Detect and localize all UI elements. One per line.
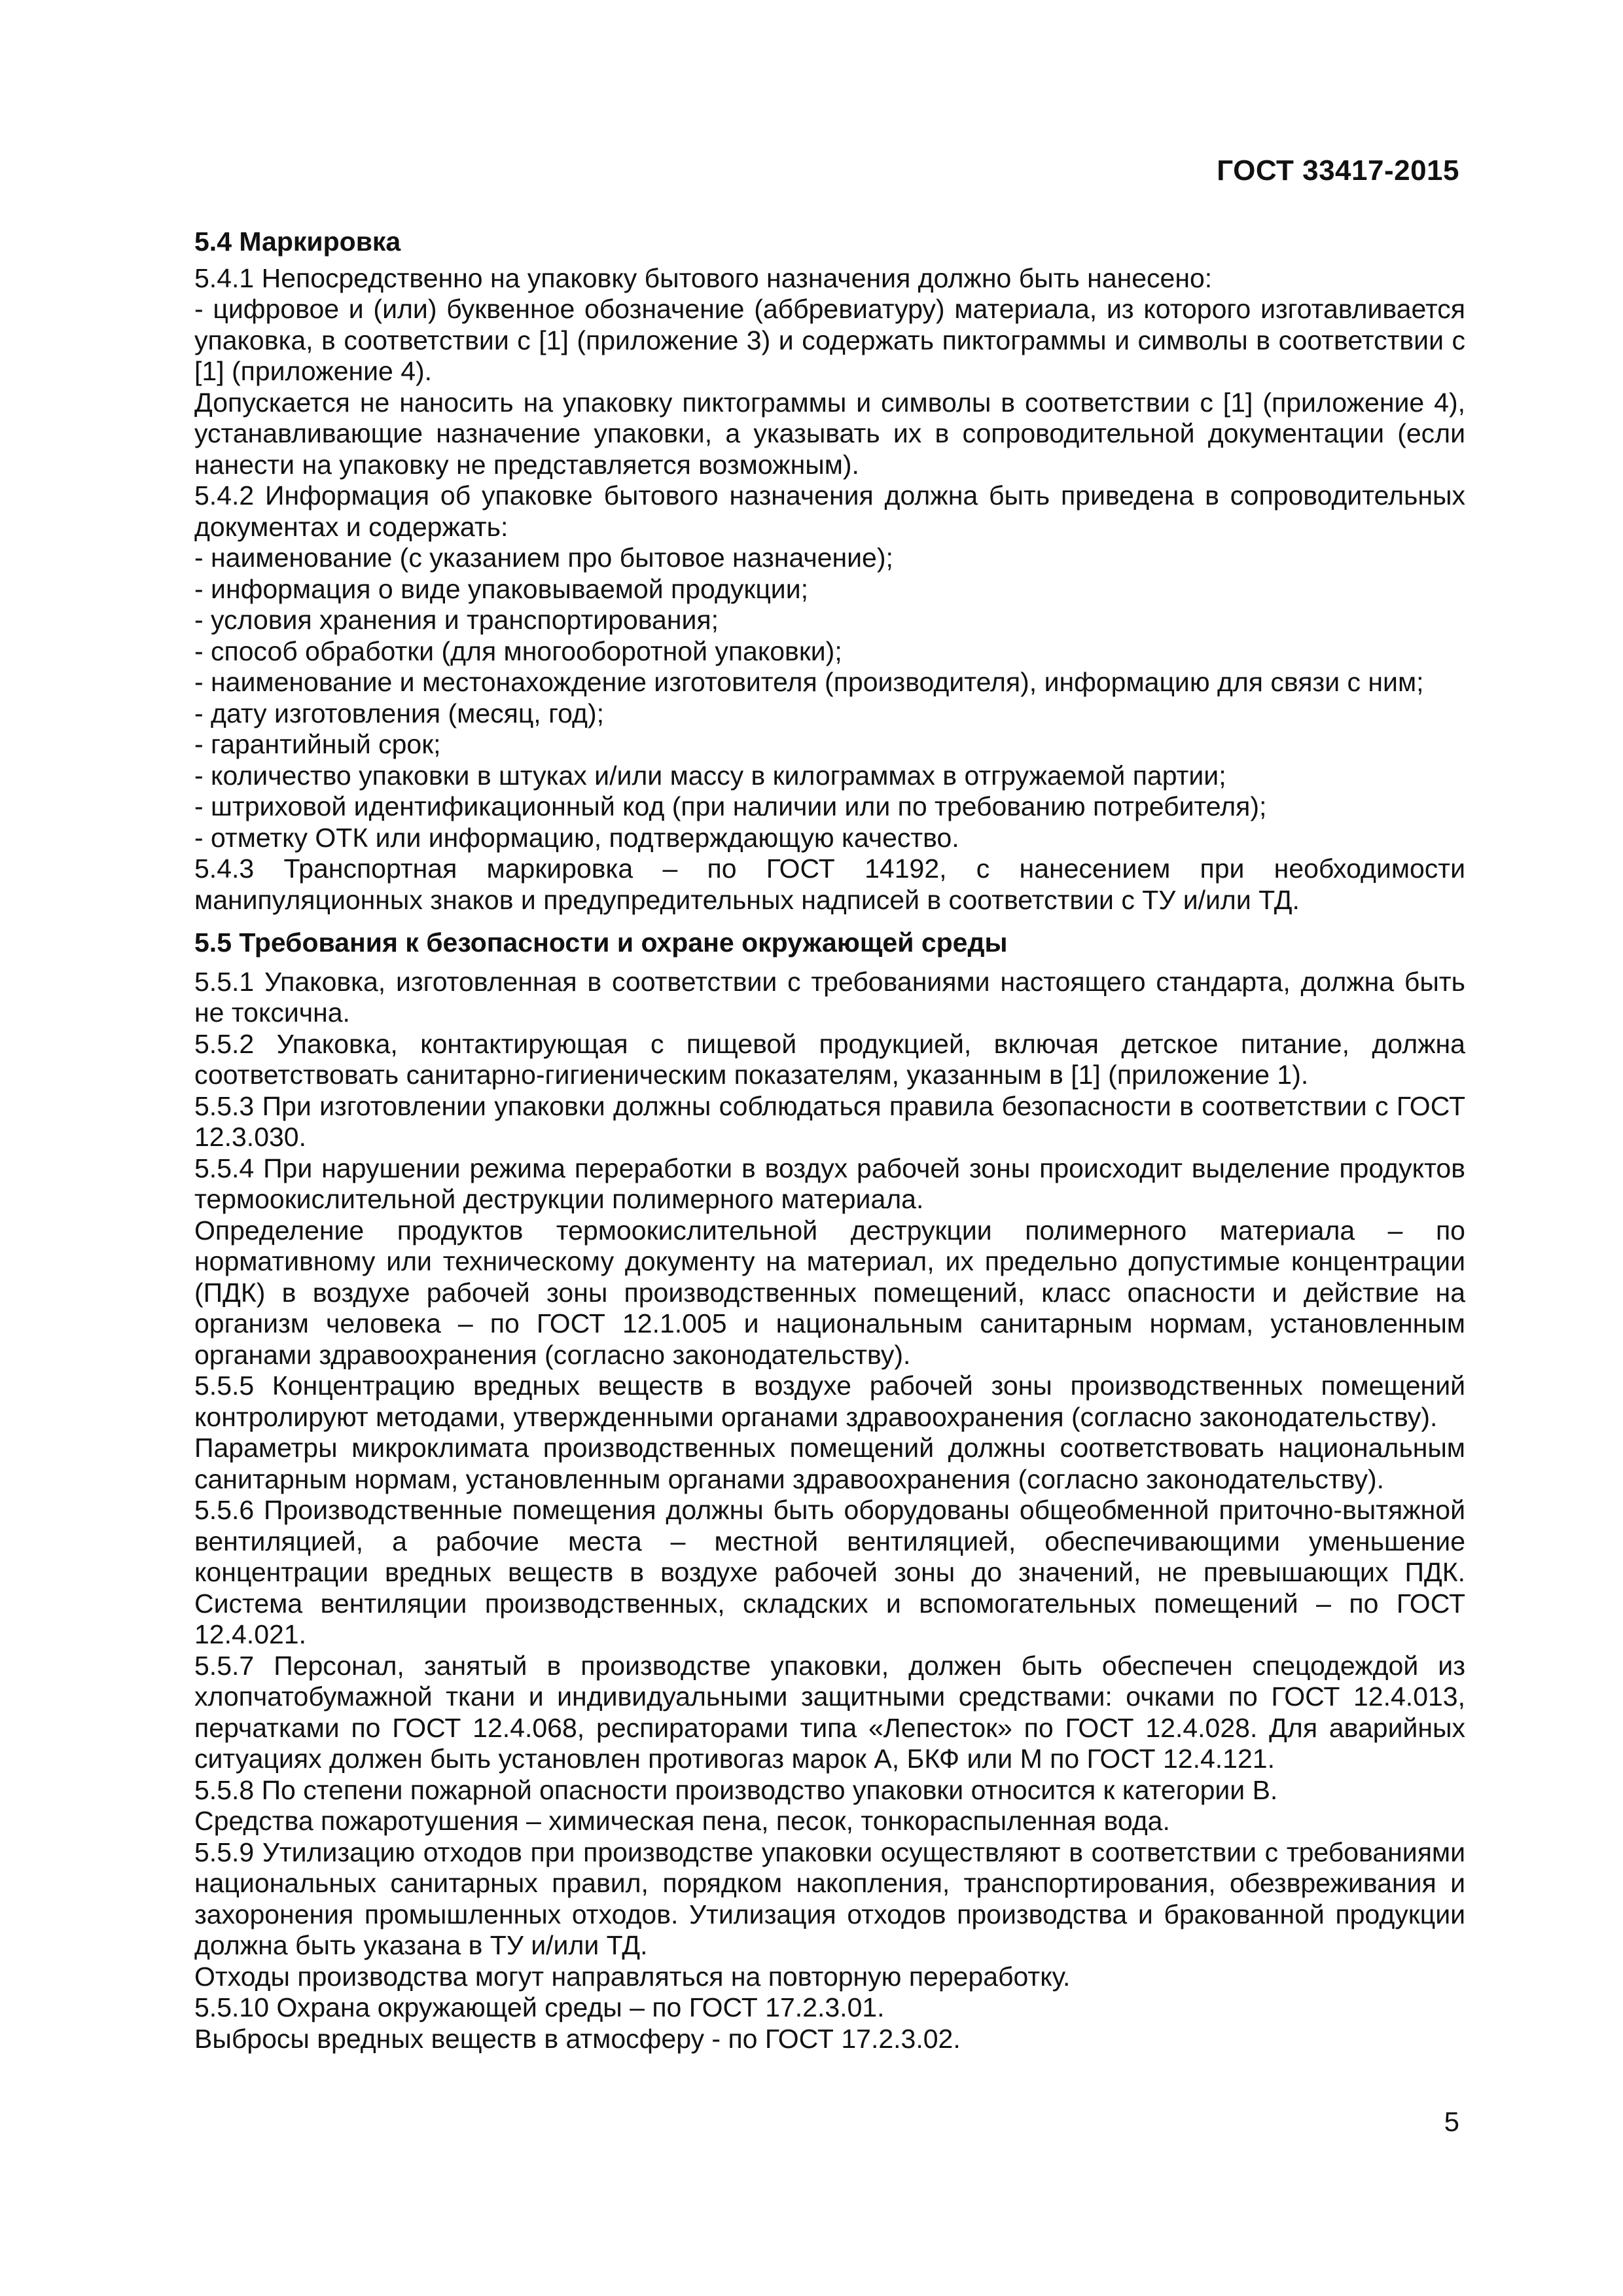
paragraph: 5.5.3 При изготовлении упаковки должны соблюдаться правила безопасности в соответствии с ГОСТ 12.3.030. [194, 1090, 1465, 1152]
section-5-4 [194, 263, 1465, 916]
paragraph: 5.5.8 По степени пожарной опасности производство упаковки относится к категории В. [194, 1774, 1278, 1805]
list-item: - дату изготовления (месяц, год); [194, 698, 605, 728]
paragraph: - цифровое и (или) буквенное обозначение (аббревиатуру) материала, из которого изготавливается упаковка, в соответствии с [1] (приложение 3) и содержать пиктограммы и символы в соответствии с [1] (приложение 4). [194, 294, 1465, 386]
paragraph: 5.5.4 При нарушении режима переработки в воздух рабочей зоны происходит выделение продуктов термоокислительной деструкции полимерного материала. [194, 1153, 1465, 1214]
paragraph: Определение продуктов термоокислительной деструкции полимерного материала – по нормативному или техническому документу на материал, их предельно допустимые концентрации (ПДК) в воздухе рабочей зоны производственных помещений, класс опасности и действие на организм человека – по ГОСТ 12.1.005 и национальным санитарным нормам, установленным органами здравоохранения (согласно законодательству). [194, 1215, 1465, 1370]
paragraph: Отходы производства могут направляться на повторную переработку. [194, 1961, 1071, 1992]
paragraph: 5.4.1 Непосредственно на упаковку бытового назначения должно быть нанесено: [194, 262, 1213, 293]
paragraph: 5.5.2 Упаковка, контактирующая с пищевой продукцией, включая детское питание, должна соответствовать санитарно-гигиеническим показателям, указанным в [1] (приложение 1). [194, 1028, 1465, 1090]
section-title: 5.4 Маркировка [194, 226, 401, 257]
paragraph: Допускается не наносить на упаковку пиктограммы и символы в соответствии с [1] (приложение 4), устанавливающие назначение упаковки, а указывать их в сопроводительной документации (если нанести на упаковку не представляется возможным). [194, 387, 1465, 480]
document-code: ГОСТ 33417-2015 [1217, 154, 1459, 187]
paragraph: 5.4.3 Транспортная маркировка – по ГОСТ 14192, с нанесением при необходимости манипуляционных знаков и предупредительных надписей в соответствии с ТУ и/или ТД. [194, 853, 1465, 915]
list-item: - информация о виде упаковываемой продукции; [194, 573, 808, 604]
paragraph: 5.5.5 Концентрацию вредных веществ в воздухе рабочей зоны производственных помещений контролируют методами, утвержденными органами здравоохранения (согласно законодательству). [194, 1371, 1465, 1432]
list-item: - способ обработки (для многооборотной упаковки); [194, 636, 842, 666]
paragraph: 5.5.9 Утилизацию отходов при производстве упаковки осуществляют в соответствии с требованиями национальных санитарных правил, порядком накопления, транспортирования, обезвреживания и захоронения промышленных отходов. Утилизация отходов производства и бракованной продукции должна быть указана в ТУ и/или ТД. [194, 1837, 1465, 1960]
paragraph: 5.4.2 Информация об упаковке бытового назначения должна быть приведена в сопроводительных документах и содержать: [194, 480, 1465, 542]
paragraph: 5.5.6 Производственные помещения должны быть оборудованы общеобменной приточно-вытяжной вентиляцией, а рабочие места – местной вентиляцией, обеспечивающими уменьшение концентрации вредных веществ в воздухе рабочей зоны до значений, не превышающих ПДК. Система вентиляции производственных, складских и вспомогательных помещений – по ГОСТ 12.4.021. [194, 1495, 1465, 1649]
list-item: - наименование (с указанием про бытовое назначение); [194, 543, 893, 573]
list-item: - наименование и местонахождение изготовителя (производителя), информацию для связи с ним; [194, 667, 1424, 697]
paragraph: 5.5.7 Персонал, занятый в производстве упаковки, должен быть обеспечен спецодеждой из хлопчатобумажной ткани и индивидуальными защитными средствами: очками по ГОСТ 12.4.013, перчатками по ГОСТ 12.4.068, респираторами типа «Лепесток» по ГОСТ 12.4.028. Для аварийных ситуациях должен быть установлен противогаз марок А, БКФ или М по ГОСТ 12.4.121. [194, 1650, 1465, 1774]
section-title: 5.5 Требования к безопасности и охране окружающей среды [194, 927, 1008, 958]
paragraph: Параметры микроклимата производственных помещений должны соответствовать национальным санитарным нормам, установленным органами здравоохранения (согласно законодательству). [194, 1433, 1465, 1494]
list-item: - штриховой идентификационный код (при наличии или по требованию потребителя); [194, 791, 1267, 821]
page-number: 5 [1444, 2106, 1459, 2137]
paragraph: 5.5.1 Упаковка, изготовленная в соответствии с требованиями настоящего стандарта, должна быть не токсична. [194, 966, 1465, 1028]
paragraph: 5.5.10 Охрана окружающей среды – по ГОСТ 17.2.3.01. [194, 1992, 885, 2022]
section-5-5 [194, 967, 1465, 2055]
list-item: - гарантийный срок; [194, 729, 441, 759]
list-item: - отметку ОТК или информацию, подтверждающую качество. [194, 822, 959, 853]
list-item: - количество упаковки в штуках и/или массу в килограммах в отгружаемой партии; [194, 760, 1226, 791]
document-body [194, 226, 1465, 2054]
paragraph: Средства пожаротушения – химическая пена, песок, тонкораспыленная вода. [194, 1806, 1170, 1836]
paragraph: Выбросы вредных веществ в атмосферу - по ГОСТ 17.2.3.02. [194, 2023, 961, 2054]
list-item: - условия хранения и транспортирования; [194, 605, 719, 635]
